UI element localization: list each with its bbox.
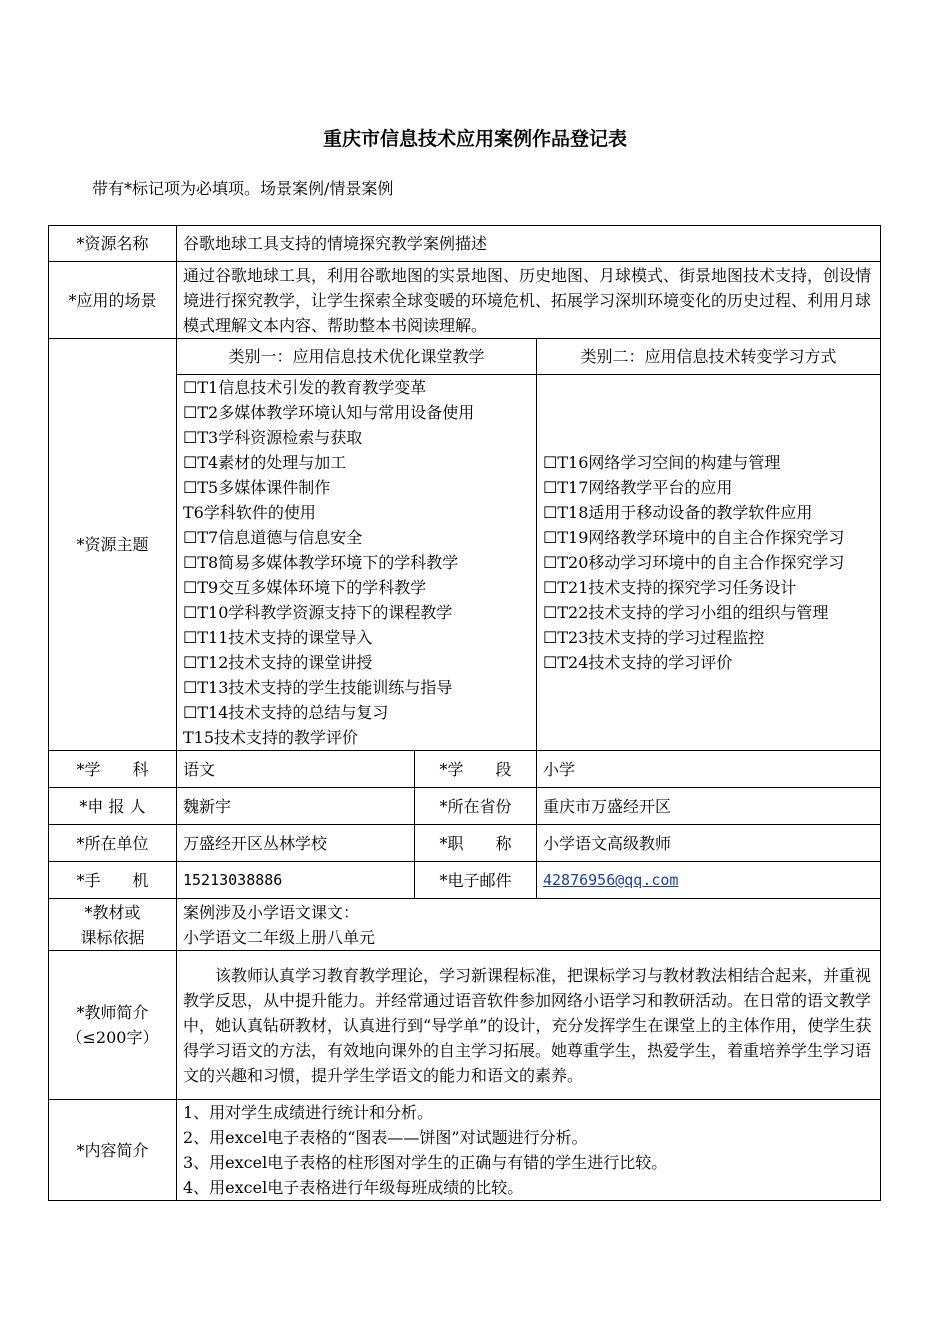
value-stage: 小学 xyxy=(537,751,881,788)
label-topic: *资源主题 xyxy=(49,339,177,751)
topic-item[interactable]: ☐T10学科教学资源支持下的课程教学 xyxy=(183,603,453,622)
topic-list-two xyxy=(537,375,881,751)
topic-item[interactable]: ☐T16网络学习空间的构建与管理 xyxy=(543,453,781,472)
label-content: *内容简介 xyxy=(49,1100,177,1201)
value-applicant: 魏新宇 xyxy=(177,788,415,825)
label-basis-line2: 课标依据 xyxy=(80,927,145,947)
topic-list-one xyxy=(177,375,537,751)
row-content xyxy=(49,1100,881,1201)
topic-item[interactable]: ☐T18适用于移动设备的教学软件应用 xyxy=(543,503,813,522)
topic-item[interactable]: ☐T3学科资源检索与获取 xyxy=(183,428,363,447)
basis-line1: 案例涉及小学语文课文： xyxy=(183,902,360,922)
topic-item[interactable]: T6学科软件的使用 xyxy=(183,503,316,522)
topic-item[interactable]: ☐T9交互多媒体环境下的学科教学 xyxy=(183,578,427,597)
label-teacher xyxy=(49,951,177,1100)
row-resource-name xyxy=(49,226,881,262)
topic-item[interactable]: ☐T2多媒体教学环境认知与常用设备使用 xyxy=(183,403,475,422)
label-subject: *学 科 xyxy=(49,751,177,788)
label-unit: *所在单位 xyxy=(49,825,177,862)
content-item: 2、用excel电子表格的“图表——饼图”对试题进行分析。 xyxy=(183,1128,588,1147)
topic-item[interactable]: ☐T12技术支持的课堂讲授 xyxy=(183,653,373,672)
label-scene: *应用的场景 xyxy=(49,262,177,339)
row-subject xyxy=(49,751,881,788)
value-subject: 语文 xyxy=(177,751,415,788)
value-phone: 15213038886 xyxy=(177,862,415,899)
content-item: 3、用excel电子表格的柱形图对学生的正确与有错的学生进行比较。 xyxy=(183,1153,668,1172)
label-basis-line1: *教材或 xyxy=(84,902,141,922)
topic-item[interactable]: ☐T24技术支持的学习评价 xyxy=(543,653,733,672)
topic-item[interactable]: ☐T20移动学习环境中的自主合作探究学习 xyxy=(543,553,845,572)
topic-item[interactable]: ☐T23技术支持的学习过程监控 xyxy=(543,628,765,647)
row-contact xyxy=(49,862,881,899)
label-position: *职 称 xyxy=(415,825,537,862)
required-note: 带有*标记项为必填项。场景案例/情景案例 xyxy=(92,179,394,198)
topic-item[interactable]: ☐T11技术支持的课堂导入 xyxy=(183,628,373,647)
topic-item[interactable]: ☐T5多媒体课件制作 xyxy=(183,478,331,497)
page-title: 重庆市信息技术应用案例作品登记表 xyxy=(322,128,627,150)
topic-item[interactable]: T15技术支持的教学评价 xyxy=(183,728,359,747)
value-unit: 万盛经开区丛林学校 xyxy=(177,825,415,862)
topic-item[interactable]: ☐T13技术支持的学生技能训练与指导 xyxy=(183,678,453,697)
topic-item[interactable]: ☐T14技术支持的总结与复习 xyxy=(183,703,389,722)
topic-item[interactable]: ☐T21技术支持的探究学习任务设计 xyxy=(543,578,797,597)
label-email: *电子邮件 xyxy=(415,862,537,899)
label-teacher-line1: *教师简介 xyxy=(76,1003,149,1022)
row-applicant xyxy=(49,788,881,825)
label-province: *所在省份 xyxy=(415,788,537,825)
category-two: 类别二：应用信息技术转变学习方式 xyxy=(537,339,881,375)
registration-table xyxy=(48,225,881,1201)
label-stage: *学 段 xyxy=(415,751,537,788)
category-one: 类别一：应用信息技术优化课堂教学 xyxy=(177,339,537,375)
label-applicant: *申 报 人 xyxy=(49,788,177,825)
value-scene: 通过谷歌地球工具，利用谷歌地图的实景地图、历史地图、月球模式、街景地图技术支持，创设情境进行探究教学，让学生探索全球变暖的环境危机、拓展学习深圳环境变化的历史过程、利用月球模式理解文本内容、帮助整本书阅读理解。 xyxy=(177,262,881,339)
value-teacher: 该教师认真学习教育教学理论，学习新课程标准，把课标学习与教材教法相结合起来，并重视教学反思，从中提升能力。并经常通过语音软件参加网络小语学习和教研活动。在日常的语文教学中，她认真钻研教材，认真进行到“导学单”的设计，充分发挥学生在课堂上的主体作用，使学生获得学习语文的方法，有效地向课外的自主学习拓展。她尊重学生，热爱学生，着重培养学生学习语文的兴趣和习惯，提升学生学语文的能力和语文的素养。 xyxy=(177,951,881,1100)
value-province: 重庆市万盛经开区 xyxy=(537,788,881,825)
label-teacher-line2: （≤200字） xyxy=(66,1028,159,1047)
label-phone: *手 机 xyxy=(49,862,177,899)
value-resource-name: 谷歌地球工具支持的情境探究教学案例描述 xyxy=(177,226,881,262)
topic-item[interactable]: ☐T22技术支持的学习小组的组织与管理 xyxy=(543,603,829,622)
content-item: 4、用excel电子表格进行年级每班成绩的比较。 xyxy=(183,1178,524,1197)
basis-line2: 小学语文二年级上册八单元 xyxy=(183,927,376,947)
row-basis xyxy=(49,899,881,951)
row-unit xyxy=(49,825,881,862)
value-content xyxy=(177,1100,881,1201)
label-basis xyxy=(49,899,177,951)
row-scene xyxy=(49,262,881,339)
email-link[interactable]: 42876956@qq.com xyxy=(543,871,679,889)
topic-item[interactable]: ☐T17网络教学平台的应用 xyxy=(543,478,733,497)
topic-item[interactable]: ☐T1信息技术引发的教育教学变革 xyxy=(183,378,427,397)
row-teacher xyxy=(49,951,881,1100)
value-position: 小学语文高级教师 xyxy=(537,825,881,862)
topic-item[interactable]: ☐T7信息道德与信息安全 xyxy=(183,528,363,547)
topic-item[interactable]: ☐T8简易多媒体教学环境下的学科教学 xyxy=(183,553,459,572)
row-topic-categories xyxy=(49,339,881,375)
label-resource-name: *资源名称 xyxy=(49,226,177,262)
topic-item[interactable]: ☐T19网络教学环境中的自主合作探究学习 xyxy=(543,528,845,547)
value-basis xyxy=(177,899,881,951)
topic-item[interactable]: ☐T4素材的处理与加工 xyxy=(183,453,347,472)
content-item: 1、用对学生成绩进行统计和分析。 xyxy=(183,1103,434,1122)
